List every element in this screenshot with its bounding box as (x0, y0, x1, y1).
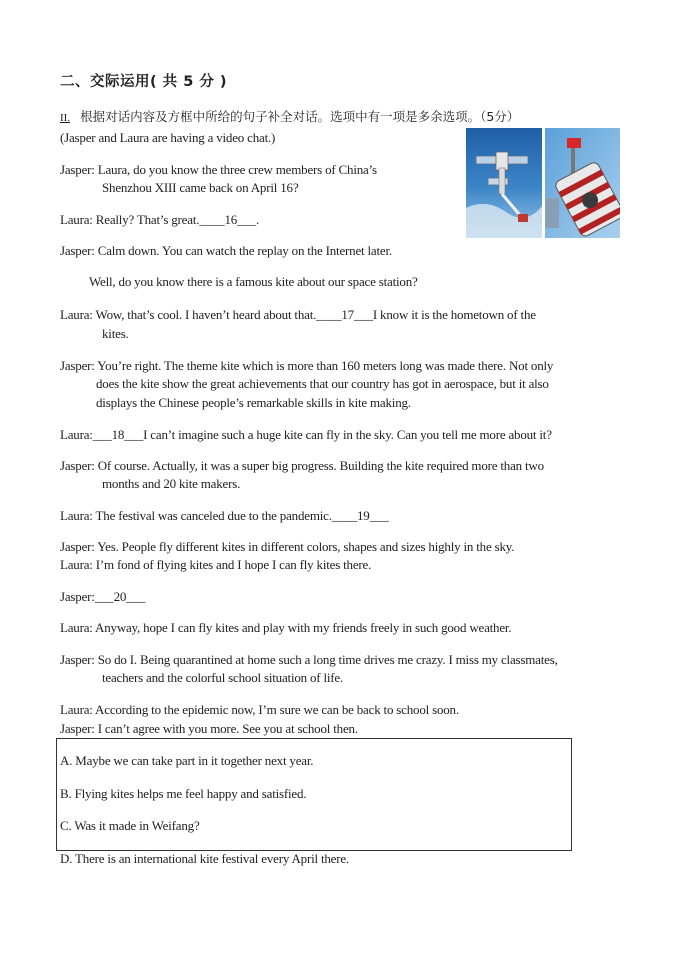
dialogue-line-6-cont2: displays the Chinese people’s remarkable skills in kite making. (96, 395, 411, 410)
dialogue-line-3: Jasper: Calm down. You can watch the replay on the Internet later. (60, 243, 392, 258)
option-b: B. Flying kites helps me feel happy and satisfied. (60, 786, 307, 801)
dialogue-line-2: Laura: Really? That’s great.____16___. (60, 212, 260, 227)
dialogue-line-8-cont: months and 20 kite makers. (102, 476, 241, 491)
dialogue-line-15: Laura: According to the epidemic now, I’m sure we can be back to school soon. (60, 702, 459, 717)
dialogue-line-14: Jasper: So do I. Being quarantined at home such a long time drives me crazy. I miss my classmates, (60, 652, 558, 667)
dialogue-line-8: Jasper: Of course. Actually, it was a super big progress. Building the kite required more than two (60, 458, 544, 473)
dialogue-line-1: Jasper: Laura, do you know the three crew members of China’s (60, 162, 377, 177)
intro-text: (Jasper and Laura are having a video chat.) (60, 130, 276, 145)
instruction-line (60, 107, 519, 125)
section-title: 二、交际运用( 共 5 分 ) (60, 74, 228, 90)
dialogue-line-5: Laura: Wow, that’s cool. I haven’t heard about that.____17___I know it is the hometown of the (60, 307, 536, 322)
option-c: C. Was it made in Weifang? (60, 818, 200, 833)
dialogue-line-12: Jasper:___20___ (60, 589, 146, 604)
option-d: D. There is an international kite festival every April there. (60, 851, 349, 866)
dialogue-line-7: Laura:___18___I can’t imagine such a huge kite can fly in the sky. Can you tell me more about it? (60, 427, 552, 442)
dialogue-line-13: Laura: Anyway, hope I can fly kites and play with my friends freely in such good weather. (60, 620, 512, 635)
dialogue-line-11: Laura: I’m fond of flying kites and I hope I can fly kites there. (60, 557, 372, 572)
dialogue-line-9: Laura: The festival was canceled due to the pandemic.____19___ (60, 508, 389, 523)
option-a: A. Maybe we can take part in it together next year. (60, 753, 314, 768)
question-number: II. (60, 112, 71, 124)
dialogue-line-10: Jasper: Yes. People fly different kites in different colors, shapes and sizes highly in the sky. (60, 539, 515, 554)
dialogue-line-14-cont: teachers and the colorful school situation of life. (102, 670, 344, 685)
space-station-image-right (545, 128, 620, 238)
dialogue-line-4: Well, do you know there is a famous kite about our space station? (89, 274, 418, 289)
dialogue-line-5-cont: kites. (102, 326, 129, 341)
dialogue-line-6-cont: does the kite show the great achievements that our country has got in aerospace, but it also (96, 376, 549, 391)
instruction-text: 根据对话内容及方框中所给的句子补全对话。选项中有一项是多余选项。（5分） (80, 109, 520, 124)
dialogue-line-6: Jasper: You’re right. The theme kite which is more than 160 meters long was made there. Not only (60, 358, 554, 373)
dialogue-line-16: Jasper: I can’t agree with you more. See you at school then. (60, 721, 358, 736)
space-station-image-left (466, 128, 542, 238)
dialogue-line-1-cont: Shenzhou XIII came back on April 16? (102, 180, 299, 195)
